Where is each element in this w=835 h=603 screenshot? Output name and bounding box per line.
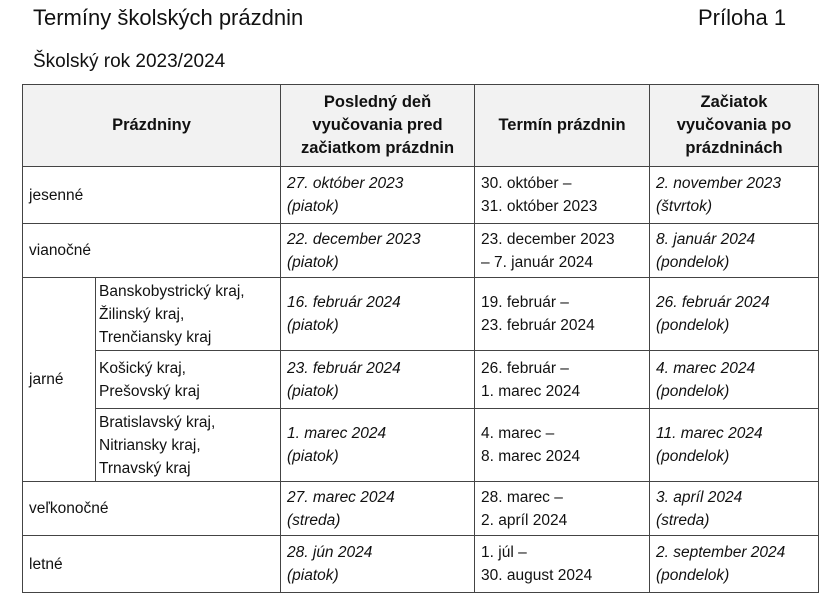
holiday-name: vianočné bbox=[23, 224, 281, 278]
header-last-day: Posledný deň vyučovania pred začiatkom prázdnin bbox=[281, 85, 475, 167]
start-cell: 2. november 2023 (štvrtok) bbox=[650, 167, 819, 224]
last-day-cell: 27. október 2023 (piatok) bbox=[281, 167, 475, 224]
start-cell: 3. apríl 2024 (streda) bbox=[650, 482, 819, 536]
region-cell: Banskobystrický kraj, Žilinský kraj, Trenčiansky kraj bbox=[96, 278, 281, 351]
start-cell: 4. marec 2024 (pondelok) bbox=[650, 351, 819, 409]
last-day-cell: 16. február 2024 (piatok) bbox=[281, 278, 475, 351]
holiday-name: veľkonočné bbox=[23, 482, 281, 536]
region-cell: Košický kraj, Prešovský kraj bbox=[96, 351, 281, 409]
last-day-cell: 23. február 2024 (piatok) bbox=[281, 351, 475, 409]
header-holidays: Prázdniny bbox=[23, 85, 281, 167]
start-cell: 2. september 2024 (pondelok) bbox=[650, 536, 819, 593]
term-cell: 23. december 2023 – 7. január 2024 bbox=[475, 224, 650, 278]
table-row bbox=[23, 482, 819, 536]
table-row bbox=[23, 409, 819, 482]
holiday-table bbox=[22, 84, 819, 593]
start-cell: 11. marec 2024 (pondelok) bbox=[650, 409, 819, 482]
region-cell: Bratislavský kraj, Nitriansky kraj, Trnavský kraj bbox=[96, 409, 281, 482]
table-row bbox=[23, 536, 819, 593]
table-row bbox=[23, 224, 819, 278]
term-cell: 19. február – 23. február 2024 bbox=[475, 278, 650, 351]
document-title: Termíny školských prázdnin bbox=[33, 5, 304, 30]
start-cell: 8. január 2024 (pondelok) bbox=[650, 224, 819, 278]
header-term: Termín prázdnin bbox=[475, 85, 650, 167]
term-cell: 1. júl – 30. august 2024 bbox=[475, 536, 650, 593]
header-start: Začiatok vyučovania po prázdninách bbox=[650, 85, 819, 167]
last-day-cell: 22. december 2023 (piatok) bbox=[281, 224, 475, 278]
school-year-heading: Školský rok 2023/2024 bbox=[33, 51, 226, 72]
table-row bbox=[23, 167, 819, 224]
holiday-name: letné bbox=[23, 536, 281, 593]
table-header-row bbox=[23, 85, 819, 167]
term-cell: 28. marec – 2. apríl 2024 bbox=[475, 482, 650, 536]
term-cell: 30. október – 31. október 2023 bbox=[475, 167, 650, 224]
term-cell: 26. február – 1. marec 2024 bbox=[475, 351, 650, 409]
last-day-cell: 28. jún 2024 (piatok) bbox=[281, 536, 475, 593]
table-row bbox=[23, 351, 819, 409]
last-day-cell: 27. marec 2024 (streda) bbox=[281, 482, 475, 536]
start-cell: 26. február 2024 (pondelok) bbox=[650, 278, 819, 351]
holiday-name: jarné bbox=[23, 278, 96, 482]
term-cell: 4. marec – 8. marec 2024 bbox=[475, 409, 650, 482]
table-row bbox=[23, 278, 819, 351]
annex-label: Príloha 1 bbox=[698, 5, 787, 30]
last-day-cell: 1. marec 2024 (piatok) bbox=[281, 409, 475, 482]
holiday-name: jesenné bbox=[23, 167, 281, 224]
